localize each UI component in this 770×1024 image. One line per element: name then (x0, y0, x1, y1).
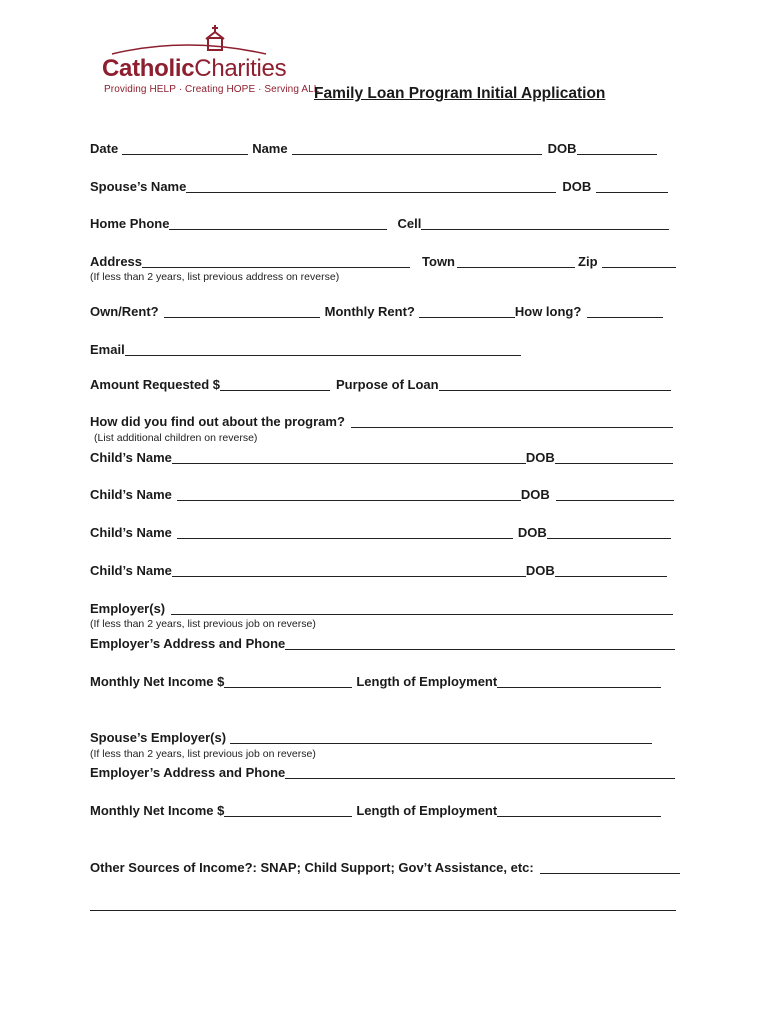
child-dob-field[interactable] (556, 486, 674, 501)
cell-field[interactable] (421, 215, 669, 230)
spouse-employer-address-label: Employer’s Address and Phone (90, 765, 286, 780)
other-income-field[interactable] (540, 859, 680, 874)
spouse-dob-label: DOB (562, 179, 592, 194)
page-title: Family Loan Program Initial Application (314, 85, 606, 102)
date-field[interactable] (122, 140, 248, 155)
spouse-employer-field[interactable] (230, 729, 652, 744)
employer-address-label: Employer’s Address and Phone (90, 636, 286, 651)
child-name-label: Child’s Name (90, 487, 172, 502)
spouse-length-employment-field[interactable] (497, 802, 661, 817)
employer-note: (If less than 2 years, list previous job on reverse) (90, 618, 316, 630)
amount-requested-label: Amount Requested $ (90, 377, 221, 392)
spouse-dob-field[interactable] (596, 178, 668, 193)
logo-wordmark: CatholicCharities (102, 55, 287, 82)
spouse-monthly-income-label: Monthly Net Income $ (90, 803, 225, 818)
child-dob-label: DOB (520, 487, 550, 502)
own-rent-label: Own/Rent? (90, 304, 159, 319)
monthly-rent-label: Monthly Rent? (324, 304, 415, 319)
spouse-employer-note: (If less than 2 years, list previous job on reverse) (90, 748, 316, 760)
child-name-label: Child’s Name (90, 450, 172, 465)
cell-label: Cell (397, 216, 422, 231)
employer-field[interactable] (171, 600, 673, 615)
email-field[interactable] (125, 341, 521, 356)
town-field[interactable] (457, 253, 575, 268)
child-name-label: Child’s Name (90, 563, 172, 578)
spouse-monthly-income-field[interactable] (224, 802, 352, 817)
purpose-field[interactable] (439, 376, 671, 391)
employer-address-field[interactable] (285, 635, 675, 650)
child-dob-field[interactable] (555, 562, 667, 577)
spouse-employer-address-field[interactable] (285, 764, 675, 779)
child-dob-field[interactable] (555, 449, 673, 464)
found-program-label: How did you find out about the program? (90, 414, 345, 429)
child-name-label: Child’s Name (90, 525, 172, 540)
zip-label: Zip (578, 254, 598, 269)
home-phone-label: Home Phone (90, 216, 170, 231)
logo-tagline: Providing HELP · Creating HOPE · Serving ALL (104, 84, 320, 95)
amount-requested-field[interactable] (220, 376, 330, 391)
other-income-extra-field[interactable] (90, 896, 676, 911)
child-name-field[interactable] (177, 486, 521, 501)
child-name-field[interactable] (172, 562, 526, 577)
zip-field[interactable] (602, 253, 676, 268)
child-dob-label: DOB (525, 563, 555, 578)
monthly-income-field[interactable] (224, 673, 352, 688)
home-phone-field[interactable] (169, 215, 387, 230)
child-name-field[interactable] (172, 449, 526, 464)
how-long-field[interactable] (587, 303, 663, 318)
length-employment-label: Length of Employment (356, 674, 498, 689)
length-employment-field[interactable] (497, 673, 661, 688)
child-dob-label: DOB (517, 525, 547, 540)
own-rent-field[interactable] (164, 303, 320, 318)
purpose-label: Purpose of Loan (336, 377, 439, 392)
children-note: (List additional children on reverse) (94, 432, 258, 444)
name-field[interactable] (292, 140, 542, 155)
spouse-length-employment-label: Length of Employment (356, 803, 498, 818)
employer-label: Employer(s) (90, 601, 166, 616)
child-name-field[interactable] (177, 524, 513, 539)
address-note: (If less than 2 years, list previous address on reverse) (90, 271, 340, 283)
child-dob-field[interactable] (547, 524, 671, 539)
how-long-label: How long? (514, 304, 582, 319)
found-program-field[interactable] (351, 413, 673, 428)
monthly-income-label: Monthly Net Income $ (90, 674, 225, 689)
spouse-name-label: Spouse’s Name (90, 179, 187, 194)
other-income-label: Other Sources of Income?: SNAP; Child Support; Gov’t Assistance, etc: (90, 860, 534, 875)
dob-label: DOB (547, 141, 577, 156)
name-label: Name (252, 141, 288, 156)
address-field[interactable] (142, 253, 410, 268)
town-label: Town (422, 254, 456, 269)
monthly-rent-field[interactable] (419, 303, 515, 318)
dob-field[interactable] (577, 140, 657, 155)
date-label: Date (90, 141, 119, 156)
email-label: Email (90, 342, 125, 357)
spouse-name-field[interactable] (186, 178, 556, 193)
address-label: Address (90, 254, 143, 269)
child-dob-label: DOB (525, 450, 555, 465)
spouse-employer-label: Spouse’s Employer(s) (90, 730, 227, 745)
